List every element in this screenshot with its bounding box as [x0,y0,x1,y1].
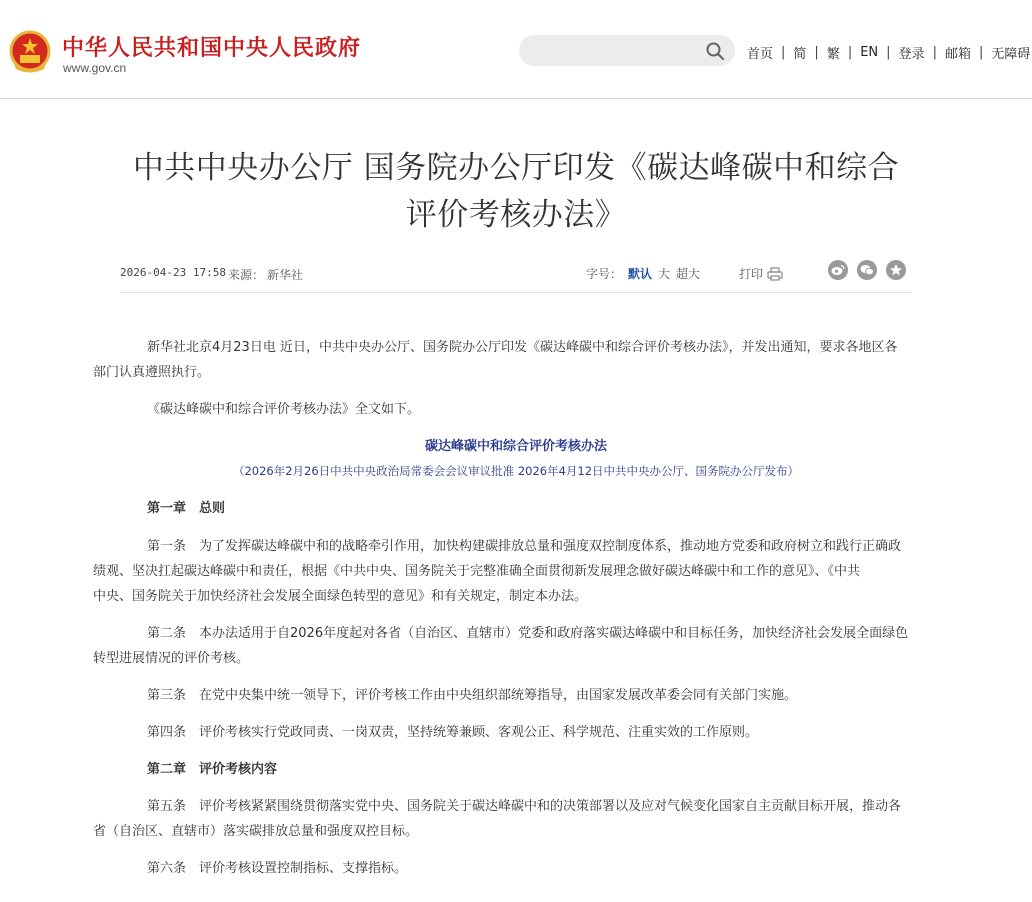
nav-divider: | [978,45,984,60]
font-size-switcher [586,265,700,282]
text-line: 第一条 为了发挥碳达峰碳中和的战略牵引作用，加快构建碳排放总量和强度双控制度体系，推动地方党委和政府树立和践行正确政 [147,539,902,554]
article-clause [93,621,912,671]
article-clause [93,794,912,844]
article-title-line: 评价考核办法》 [405,197,627,233]
chapter-heading: 第二章 评价考核内容 [147,762,278,777]
article-title [120,145,912,239]
site-name[interactable]: 中华人民共和国中央人民政府 [62,36,362,61]
text-line: 转型进展情况的评价考核。 [93,651,250,666]
nav-divider: | [847,45,853,60]
nav-english[interactable]: EN [860,45,879,60]
search-icon[interactable] [705,41,725,61]
qzone-icon[interactable] [886,260,906,280]
nav-divider: | [814,45,819,60]
nav-mail[interactable]: 邮箱 [944,47,971,62]
text-line: 中央、国务院关于加快经济社会发展全面绿色转型的意见》和有关规定，制定本办法。 [93,589,588,604]
national-emblem-icon[interactable] [8,30,52,74]
text-line: 第五条 评价考核紧紧围绕贯彻落实党中央、国务院关于碳达峰碳中和的决策部署以及应对气候变化国家自主贡献目标开展，推动各 [147,799,902,814]
article-clause [93,534,912,609]
nav-divider: | [886,45,891,60]
article-clause: 第六条 评价考核设置控制指标、支撑指标。 [147,861,408,876]
text-line: 新华社北京4月23日电 近日，中共中央办公厅、国务院办公厅印发《碳达峰碳中和综合评价考核办法》，并发出通知，要求各地区各 [147,340,898,355]
text-line: 绩观、坚决扛起碳达峰碳中和责任，根据《中共中央、国务院关于完整准确全面贯彻新发展理念做好碳达峰碳中和工作的意见》、《中共 [93,564,861,579]
nav-home[interactable]: 首页 [747,47,774,62]
nav-traditional[interactable]: 繁 [826,47,840,62]
source-label: 来源： [228,268,265,282]
article-clause: 第四条 评价考核实行党政同责、一岗双责，坚持统筹兼顾、客观公正、科学规范、注重实效的工作原则。 [147,725,759,740]
text-line: 省（自治区、直辖市）落实碳排放总量和强度双控目标。 [93,824,419,839]
font-size-default[interactable]: 默认 [628,267,653,281]
article-meta [120,258,912,293]
nav-login[interactable]: 登录 [898,47,925,62]
wechat-icon[interactable] [857,260,877,280]
source-name: 新华社 [267,268,304,282]
article-clause: 第三条 在党中央集中统一领导下，评价考核工作由中央组织部统筹指导，由国家发展改革委会同有关部门实施。 [147,688,798,703]
article-title-line: 中共中央办公厅 国务院办公厅印发《碳达峰碳中和综合 [132,150,900,186]
text-line: 部门认真遵照执行。 [93,365,211,380]
paragraph [93,335,912,385]
nav-accessibility[interactable]: 无障碍 [991,47,1031,62]
print-button[interactable] [739,265,783,282]
font-size-label: 字号： [586,267,623,281]
publish-date: 2026-04-23 17:58 [120,266,226,279]
document-subtitle: （2026年2月26日中共中央政治局常委会会议审议批准 2026年4月12日中共中央办公厅、国务院办公厅发布） [232,464,800,478]
font-size-large[interactable]: 大 [658,267,671,281]
site-url[interactable]: www.gov.cn [63,61,127,75]
document-title: 碳达峰碳中和综合评价考核办法 [424,439,607,454]
article-body [93,335,912,881]
share-buttons [828,260,906,280]
nav-simplified[interactable]: 简 [793,47,807,62]
nav-divider: | [781,45,786,60]
print-label: 打印 [739,267,764,281]
search-input[interactable] [519,35,735,66]
weibo-icon[interactable] [828,260,848,280]
site-header [0,0,1032,99]
top-nav [739,43,1032,62]
nav-divider: | [932,45,937,60]
paragraph: 《碳达峰碳中和综合评价考核办法》全文如下。 [147,402,421,417]
font-size-extra-large[interactable]: 超大 [676,267,701,281]
printer-icon [767,267,783,281]
chapter-heading: 第一章 总则 [147,501,226,516]
text-line: 第二条 本办法适用于自2026年度起对各省（自治区、直辖市）党委和政府落实碳达峰碳中和目标任务，加快经济社会发展全面绿色 [147,626,909,641]
